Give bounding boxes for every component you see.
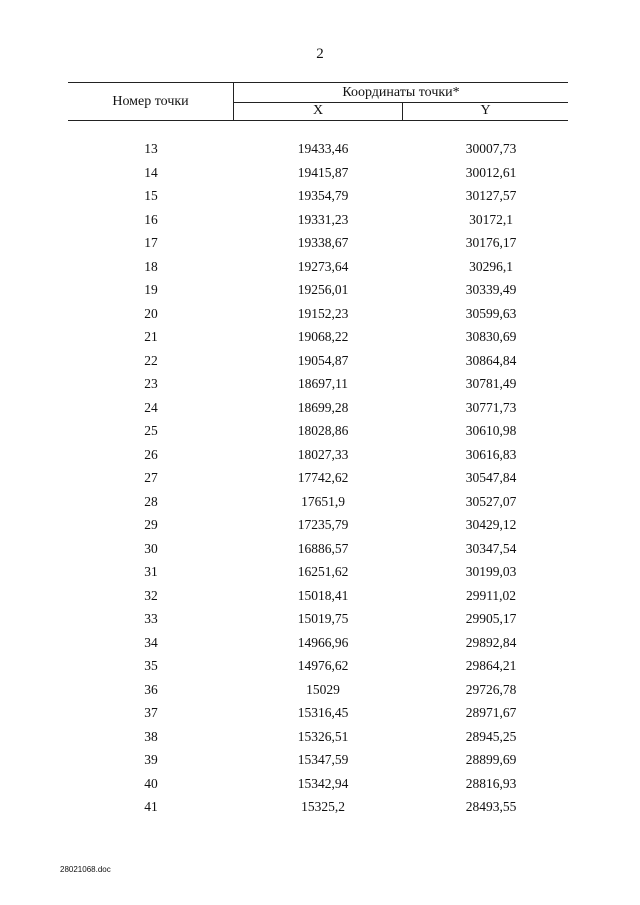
table-row bbox=[68, 537, 568, 561]
point-number-cell: 40 bbox=[144, 775, 158, 791]
table-row bbox=[68, 184, 568, 208]
table-row bbox=[68, 678, 568, 702]
table-row bbox=[68, 631, 568, 655]
table-row bbox=[68, 584, 568, 608]
table-row bbox=[68, 443, 568, 467]
x-cell: 15019,75 bbox=[297, 611, 349, 626]
y-cell: 28945,25 bbox=[465, 728, 517, 744]
y-cell: 30127,57 bbox=[465, 188, 517, 203]
x-cell: 19068,22 bbox=[297, 329, 349, 344]
y-cell: 30176,17 bbox=[465, 235, 517, 250]
table-row bbox=[68, 137, 568, 161]
y-cell: 30771,73 bbox=[465, 399, 517, 415]
table-header bbox=[68, 82, 568, 121]
table-row bbox=[68, 795, 568, 819]
point-number-cell: 19 bbox=[144, 282, 158, 297]
table-row bbox=[68, 560, 568, 584]
y-cell: 30296,1 bbox=[469, 258, 513, 274]
y-cell: 30429,12 bbox=[465, 517, 517, 532]
point-number-cell: 31 bbox=[144, 564, 158, 579]
header-point-number: Номер точки bbox=[112, 93, 189, 109]
table-row bbox=[68, 607, 568, 631]
x-cell: 17742,62 bbox=[297, 470, 349, 485]
point-number-cell: 29 bbox=[144, 517, 158, 532]
table-row bbox=[68, 748, 568, 772]
coordinates-table bbox=[68, 82, 568, 814]
y-cell: 28816,93 bbox=[465, 775, 517, 791]
x-cell: 18027,33 bbox=[297, 446, 349, 462]
header-y: Y bbox=[480, 103, 491, 118]
table-row bbox=[68, 325, 568, 349]
point-number-cell: 26 bbox=[144, 446, 158, 462]
point-number-cell: 32 bbox=[144, 587, 158, 603]
table-body bbox=[68, 137, 568, 819]
x-cell: 14966,96 bbox=[297, 634, 349, 650]
table-row bbox=[68, 701, 568, 725]
x-cell: 19338,67 bbox=[297, 235, 349, 250]
point-number-cell: 21 bbox=[144, 329, 158, 344]
x-cell: 15018,41 bbox=[297, 587, 349, 603]
x-cell: 16251,62 bbox=[297, 564, 349, 579]
y-cell: 30781,49 bbox=[465, 376, 517, 391]
y-cell: 29905,17 bbox=[465, 611, 517, 626]
y-cell: 30527,07 bbox=[465, 493, 517, 509]
table-row bbox=[68, 396, 568, 420]
point-number-cell: 22 bbox=[144, 352, 158, 368]
point-number-cell: 33 bbox=[144, 611, 158, 626]
y-cell: 30199,03 bbox=[465, 564, 517, 579]
point-number-cell: 39 bbox=[144, 752, 158, 767]
point-number-cell: 38 bbox=[144, 728, 158, 744]
x-cell: 17235,79 bbox=[297, 517, 349, 532]
table-row bbox=[68, 513, 568, 537]
y-cell: 28493,55 bbox=[465, 799, 517, 814]
point-number-cell: 15 bbox=[144, 188, 158, 203]
x-cell: 19054,87 bbox=[297, 352, 349, 368]
header-coordinates: Координаты точки* bbox=[234, 83, 568, 103]
table-row bbox=[68, 208, 568, 232]
y-cell: 29911,02 bbox=[465, 587, 517, 603]
point-number-cell: 18 bbox=[144, 258, 158, 274]
table-row bbox=[68, 255, 568, 279]
y-cell: 30172,1 bbox=[469, 211, 513, 227]
x-cell: 15029 bbox=[306, 681, 340, 697]
y-cell: 30347,54 bbox=[465, 540, 517, 556]
table-row bbox=[68, 725, 568, 749]
table-row bbox=[68, 302, 568, 326]
x-cell: 19331,23 bbox=[297, 211, 349, 227]
y-cell: 29864,21 bbox=[465, 658, 517, 673]
table-row bbox=[68, 772, 568, 796]
point-number-cell: 25 bbox=[144, 423, 158, 438]
file-name: 28021068.doc bbox=[60, 865, 111, 874]
x-cell: 15326,51 bbox=[297, 728, 349, 744]
y-cell: 28899,69 bbox=[465, 752, 517, 767]
x-cell: 19256,01 bbox=[297, 282, 349, 297]
x-cell: 18028,86 bbox=[297, 423, 349, 438]
y-cell: 30599,63 bbox=[465, 305, 517, 321]
y-cell: 29726,78 bbox=[465, 681, 517, 697]
table-row bbox=[68, 231, 568, 255]
y-cell: 30007,73 bbox=[465, 141, 517, 156]
x-cell: 17651,9 bbox=[301, 493, 345, 509]
y-cell: 28971,67 bbox=[465, 705, 517, 720]
point-number-cell: 13 bbox=[144, 141, 158, 156]
y-cell: 30012,61 bbox=[465, 164, 517, 180]
x-cell: 15342,94 bbox=[297, 775, 349, 791]
x-cell: 15347,59 bbox=[297, 752, 349, 767]
point-number-cell: 34 bbox=[144, 634, 158, 650]
table-row bbox=[68, 490, 568, 514]
header-x: X bbox=[312, 103, 324, 118]
point-number-cell: 37 bbox=[144, 705, 158, 720]
x-cell: 19433,46 bbox=[297, 141, 349, 156]
y-cell: 29892,84 bbox=[465, 634, 517, 650]
point-number-cell: 16 bbox=[144, 211, 158, 227]
x-cell: 14976,62 bbox=[297, 658, 349, 673]
table-row bbox=[68, 654, 568, 678]
page-number: 2 bbox=[316, 46, 324, 62]
table-row bbox=[68, 349, 568, 373]
y-cell: 30547,84 bbox=[465, 470, 517, 485]
y-cell: 30830,69 bbox=[465, 329, 517, 344]
x-cell: 15316,45 bbox=[297, 705, 349, 720]
x-cell: 19273,64 bbox=[297, 258, 349, 274]
point-number-cell: 14 bbox=[144, 164, 158, 180]
x-cell: 18697,11 bbox=[297, 376, 349, 391]
x-cell: 16886,57 bbox=[297, 540, 349, 556]
y-cell: 30610,98 bbox=[465, 423, 517, 438]
y-cell: 30616,83 bbox=[465, 446, 517, 462]
point-number-cell: 30 bbox=[144, 540, 158, 556]
x-cell: 19354,79 bbox=[297, 188, 349, 203]
point-number-cell: 36 bbox=[144, 681, 158, 697]
point-number-cell: 27 bbox=[144, 470, 158, 485]
point-number-cell: 17 bbox=[144, 235, 158, 250]
point-number-cell: 23 bbox=[144, 376, 158, 391]
point-number-cell: 20 bbox=[144, 305, 158, 321]
y-cell: 30339,49 bbox=[465, 282, 517, 297]
point-number-cell: 28 bbox=[144, 493, 158, 509]
x-cell: 18699,28 bbox=[297, 399, 349, 415]
table-row bbox=[68, 419, 568, 443]
table-row bbox=[68, 161, 568, 185]
table-row bbox=[68, 372, 568, 396]
x-cell: 19415,87 bbox=[297, 164, 349, 180]
table-row bbox=[68, 278, 568, 302]
y-cell: 30864,84 bbox=[465, 352, 517, 368]
point-number-cell: 24 bbox=[144, 399, 158, 415]
table-row bbox=[68, 466, 568, 490]
x-cell: 19152,23 bbox=[297, 305, 349, 321]
point-number-cell: 41 bbox=[144, 799, 158, 814]
x-cell: 15325,2 bbox=[301, 799, 345, 814]
point-number-cell: 35 bbox=[144, 658, 158, 673]
